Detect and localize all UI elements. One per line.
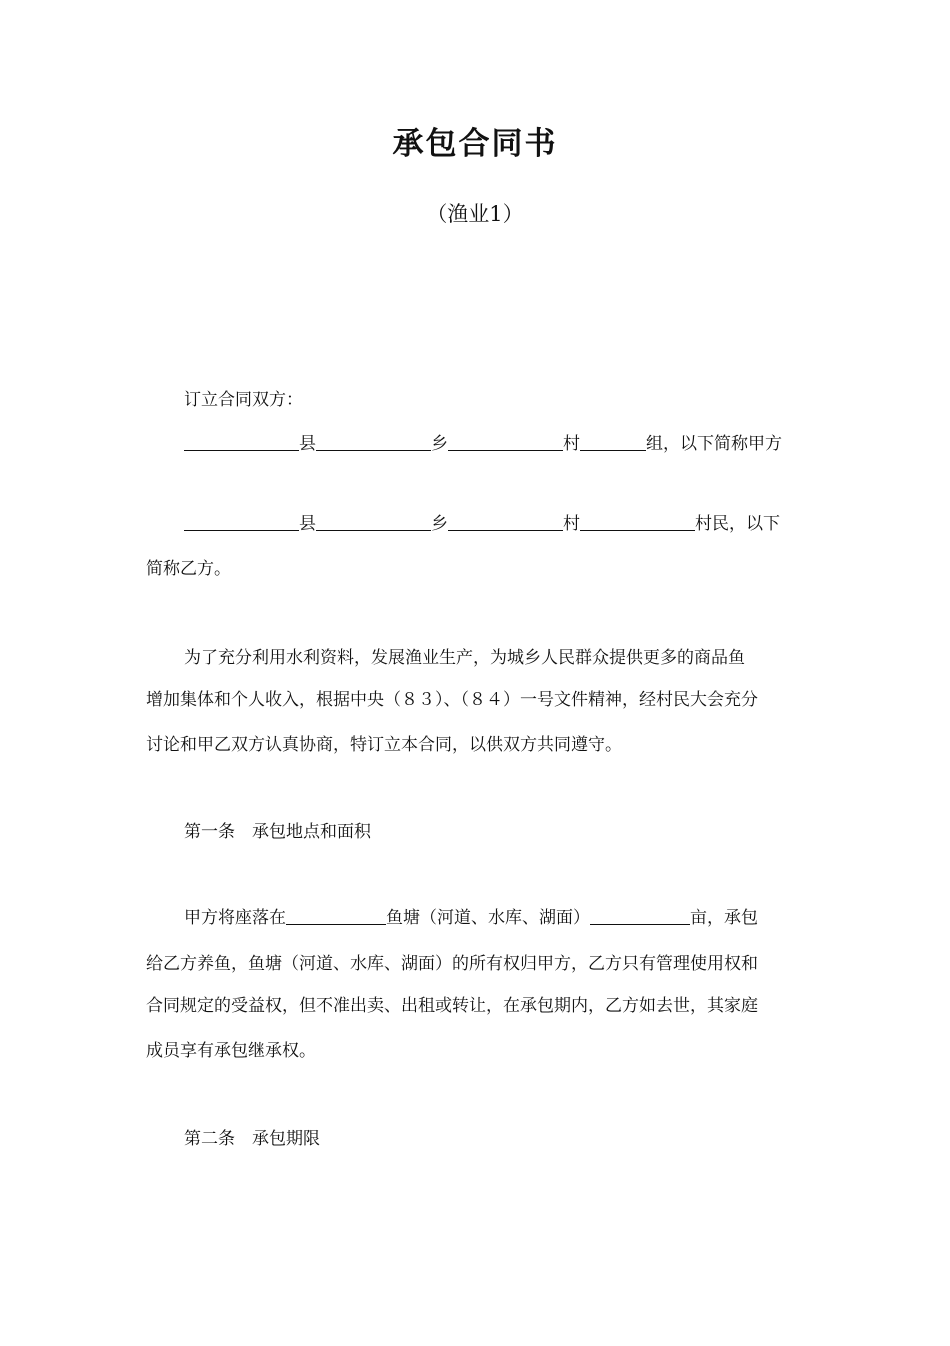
article1-heading: 第一条 承包地点和面积 [184,822,371,842]
article1-line: 合同规定的受益权，但不准出卖、出租或转让，在承包期内，乙方如去世，其家庭 [146,996,758,1016]
party-a-line: 县 乡 村 组，以下简称甲方 [146,432,848,456]
villager-blank[interactable] [580,512,695,531]
article1-line: 成员享有承包继承权。 [146,1041,316,1061]
preamble-line: 讨论和甲乙双方认真协商，特订立本合同，以供双方共同遵守。 [146,735,622,755]
county-blank[interactable] [184,512,299,531]
township-blank[interactable] [316,432,431,451]
article1-line: 给乙方养鱼，鱼塘（河道、水库、湖面）的所有权归甲方，乙方只有管理使用权和 [146,954,758,974]
village-blank[interactable] [448,432,563,451]
article2-heading: 第二条 承包期限 [184,1129,320,1149]
group-blank[interactable] [580,432,646,451]
preamble-line: 为了充分利用水利资料，发展渔业生产，为城乡人民群众提供更多的商品鱼 [184,648,745,668]
village-blank[interactable] [448,512,563,531]
party-b-line: 县 乡 村 村民，以下 [146,512,848,536]
preamble-line: 增加集体和个人收入，根据中央（８３）、（８４）一号文件精神，经村民大会充分 [146,690,758,710]
township-blank[interactable] [316,512,431,531]
document-title: 承包合同书 [392,126,558,162]
party-b-continuation: 简称乙方。 [146,559,231,579]
location-blank[interactable] [286,906,386,925]
area-blank[interactable] [590,906,690,925]
document-subtitle: （渔业1） [426,202,524,226]
intro-label: 订立合同双方： [184,390,303,410]
county-blank[interactable] [184,432,299,451]
article1-line: 甲方将座落在 鱼塘（河道、水库、湖面） 亩，承包 [184,908,758,928]
